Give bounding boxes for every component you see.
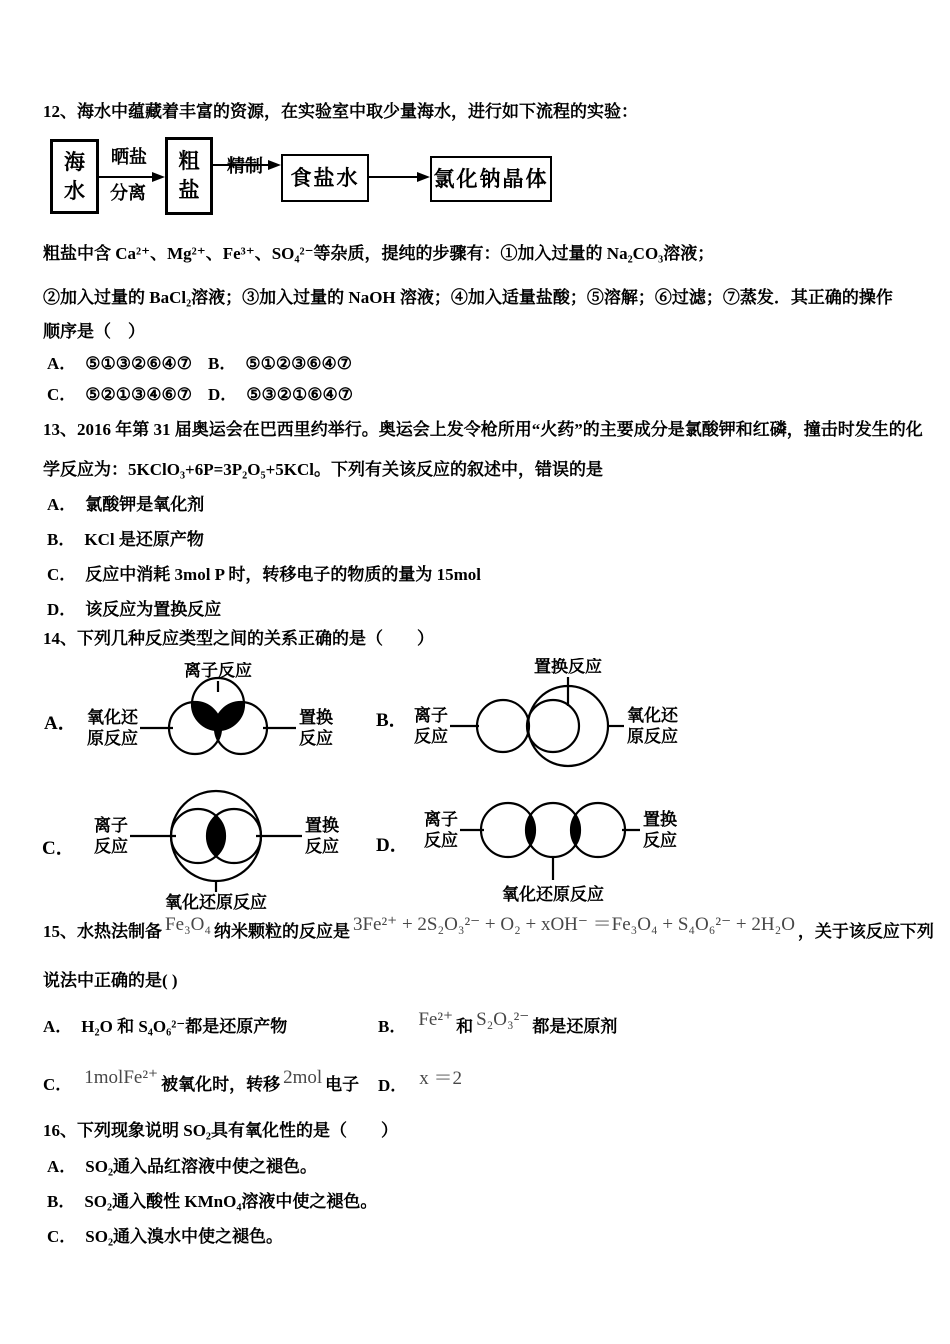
option-text: H₂O 和 S₄O₆²⁻都是还原产物: [81, 1017, 288, 1036]
option-text: 氯酸钾是氧化剂: [85, 495, 205, 514]
venn-d-label-disp-1: 置换: [643, 810, 677, 829]
venn-c-label-disp-2: 反应: [305, 837, 339, 856]
q15-option-d: [378, 1070, 465, 1097]
q15-option-b: [378, 1009, 618, 1038]
q16-stem: 16、下列现象说明 SO₂具有氧化性的是（ ）: [43, 1121, 399, 1140]
venn-c-label-ionic-2: 反应: [94, 837, 128, 856]
flow-box-seawater-line1: 海: [64, 149, 85, 174]
option-label: A．: [47, 1157, 77, 1176]
q13-option-d: [47, 595, 221, 620]
q16-option-c: [47, 1222, 283, 1247]
flow-arrow-1-label-top: 晒盐: [111, 147, 147, 167]
option-text: ⑤②①③④⑥⑦: [85, 385, 192, 404]
flow-box-brine: [281, 154, 369, 202]
option-text: KCl 是还原产物: [84, 530, 204, 549]
q12-option-b: [208, 349, 352, 374]
flow-arrow-1-label-bottom: 分离: [110, 183, 146, 203]
q15-stem-post: ，关于该反应下列: [797, 922, 934, 941]
venn-diagram-a: [68, 662, 368, 780]
venn-d-circles: [460, 803, 640, 880]
q15-stem: [43, 916, 934, 943]
q13-stem-line1: 13、2016 年第 31 届奥运会在巴西里约举行。奥运会上发令枪所用“火药”的主要成分是氯酸钾和红磷，撞击时发生的化: [43, 420, 923, 439]
option-text: ⑤③②①⑥④⑦: [246, 385, 353, 404]
option-text: 都是还原剂: [532, 1017, 618, 1036]
flow-arrow-2-label: 精制: [227, 156, 263, 176]
flow-box-seawater-line2: 水: [64, 178, 85, 203]
option-label: A．: [47, 354, 77, 373]
q15-equation: 3Fe²⁺ + 2S₂O₃²⁻ + O₂ + xOH⁻ ＝Fe₃O₄ + S₄O₆²⁻ + 2H₂O: [352, 914, 795, 935]
option-text: ⑤①③②⑥④⑦: [85, 354, 192, 373]
q15-stem-mid: 纳米颗粒的反应是: [213, 922, 350, 941]
q15-option-c-formula-1: 1molFe²⁺: [84, 1067, 159, 1088]
option-label: C．: [47, 1227, 77, 1246]
q13-option-c: [47, 560, 481, 585]
q13-stem-line2: 学反应为：5KClO₃+6P=3P₂O₅+5KCl。下列有关该反应的叙述中，错误的是: [43, 460, 604, 479]
q14-stem: 14、下列几种反应类型之间的关系正确的是（ ）: [43, 629, 434, 648]
option-label: D．: [378, 1076, 408, 1095]
option-text: SO₂通入溴水中使之褪色。: [85, 1227, 284, 1246]
venn-b-label-redox-1: 氧化还: [627, 706, 678, 725]
venn-a-label-ionic: 离子反应: [184, 662, 252, 680]
q12-option-a: [47, 349, 192, 374]
option-label: B．: [208, 354, 237, 373]
venn-d-label-redox: 氧化还原反应: [502, 885, 604, 904]
q14-option-c-letter: C．: [42, 838, 75, 859]
q15-option-c: [43, 1067, 360, 1096]
option-text: 该反应为置换反应: [85, 600, 222, 619]
option-label: B．: [47, 1192, 76, 1211]
q13-option-b: [47, 525, 204, 550]
q12-body-line3: 顺序是（ ）: [43, 322, 145, 341]
option-label: A．: [47, 495, 77, 514]
flow-arrow-3: [369, 176, 417, 178]
option-text: ⑤①②③⑥④⑦: [245, 354, 353, 373]
venn-b-circles: [450, 677, 624, 766]
option-label: A．: [43, 1017, 73, 1036]
q12-body-line2: ②加入过量的 BaCl₂溶液；③加入过量的 NaOH 溶液；④加入适量盐酸；⑤溶解；⑥过滤；⑦蒸发．其正确的操作: [43, 288, 893, 307]
option-text: 电子: [325, 1075, 360, 1094]
q14-option-d-letter: D．: [376, 835, 409, 856]
venn-diagram-d: [398, 778, 708, 904]
q14-option-a-letter: A．: [44, 713, 77, 734]
option-text: 和: [456, 1017, 474, 1036]
venn-a-label-disp-2: 反应: [299, 729, 333, 748]
option-text: 反应中消耗 3mol P 时，转移电子的物质的量为 15mol: [85, 565, 481, 584]
venn-b-label-redox-2: 原反应: [627, 727, 678, 746]
flow-box-nacl-crystal-label: 氯化钠晶体: [433, 166, 549, 191]
venn-a-shading: [169, 702, 267, 754]
option-text: SO₂通入酸性 KMnO₄溶液中使之褪色。: [84, 1192, 378, 1211]
venn-diagram-c: [66, 780, 366, 910]
option-text: 被氧化时，转移: [161, 1075, 281, 1094]
venn-c-label-ionic-1: 离子: [94, 816, 128, 835]
q15-option-b-formula-1: Fe²⁺: [418, 1009, 454, 1030]
option-label: D．: [208, 385, 238, 404]
q14-option-b-letter: B．: [376, 710, 408, 731]
q15-option-c-formula-2: 2mol: [283, 1067, 323, 1088]
option-label: C．: [47, 565, 77, 584]
flow-box-crude-salt: [165, 137, 213, 215]
venn-b-label-disp: 置换反应: [534, 658, 602, 676]
q12-body-line1: 粗盐中含 Ca²⁺、Mg²⁺、Fe³⁺、SO₄²⁻等杂质，提纯的步骤有：①加入过量的 Na₂CO₃溶液；: [43, 244, 715, 263]
option-text: SO₂通入品红溶液中使之褪色。: [85, 1157, 318, 1176]
q16-option-b: [47, 1187, 377, 1212]
flow-box-crude-salt-line2: 盐: [178, 178, 200, 202]
flow-box-seawater: [50, 139, 99, 214]
venn-c-label-redox: 氧化还原反应: [165, 893, 267, 910]
venn-a-label-redox-2: 原反应: [87, 729, 138, 748]
venn-a-label-redox-1: 氧化还: [87, 708, 138, 727]
q12-option-d: [208, 380, 353, 405]
venn-b-label-ionic-2: 反应: [414, 727, 448, 746]
q12-stem: 12、海水中蕴藏着丰富的资源，在实验室中取少量海水，进行如下流程的实验：: [43, 102, 638, 121]
option-label: B．: [47, 530, 76, 549]
venn-diagram-b: [398, 658, 708, 778]
flow-arrow-1: [99, 176, 152, 178]
q15-option-b-formula-2: S₂O₃²⁻: [476, 1009, 530, 1030]
option-label: C．: [47, 385, 77, 404]
q15-option-d-formula: x ＝2: [419, 1068, 463, 1089]
venn-a-circles: [140, 678, 296, 754]
flow-box-crude-salt-line1: 粗: [178, 149, 200, 173]
q16-option-a: [47, 1152, 317, 1177]
venn-d-label-ionic-2: 反应: [424, 831, 458, 850]
venn-b-label-ionic-1: 离子: [414, 706, 448, 725]
option-label: D．: [47, 600, 77, 619]
q12-option-c: [47, 380, 192, 405]
option-label: C．: [43, 1075, 73, 1094]
q15-stem-pre: 15、水热法制备: [43, 922, 162, 941]
q13-option-a: [47, 490, 204, 515]
flow-box-nacl-crystal: [430, 156, 552, 202]
venn-d-label-ionic-1: 离子: [424, 810, 458, 829]
q15-option-a: [43, 1012, 287, 1037]
flow-box-brine-label: 食盐水: [290, 165, 360, 190]
q15-stem-line2: 说法中正确的是( ): [43, 971, 178, 990]
option-label: B．: [378, 1017, 407, 1036]
venn-a-label-disp-1: 置换: [299, 708, 333, 727]
q15-formula-fe3o4: Fe₃O₄: [165, 914, 211, 935]
venn-d-label-disp-2: 反应: [643, 831, 677, 850]
venn-c-label-disp-1: 置换: [305, 816, 339, 835]
